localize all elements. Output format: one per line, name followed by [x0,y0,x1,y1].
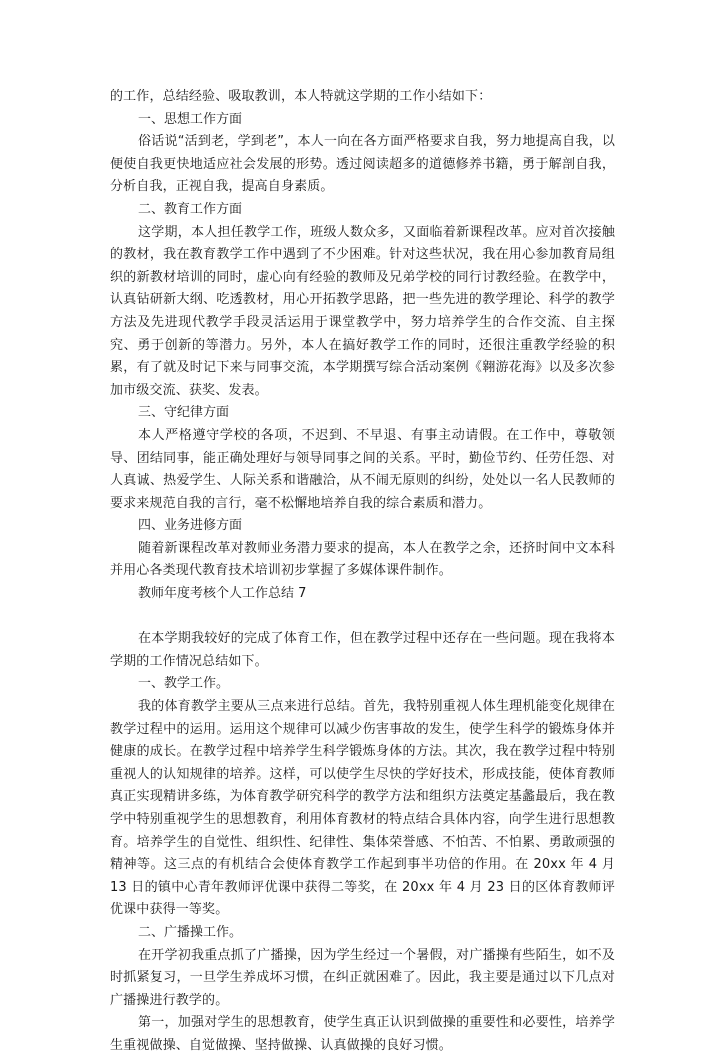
paragraph-pe-intro: 在本学期我较好的完成了体育工作，但在教学过程中还存在一些问题。现在我将本学期的工作情况总结如下。 [110,631,615,669]
heading-training: 四、业务进修方面 [138,518,243,534]
paragraph-ideology: 俗话说“活到老，学到老”，本人一向在各方面严格要求自我，努力地提高自我，以便使自我更快地适应社会发展的形势。透过阅读超多的道德修养书籍，勇于解剖自我，分析自我，正视自我，提高自身素质。 [110,134,615,195]
paragraph-discipline: 本人严格遵守学校的各项，不迟到、不早退、有事主动请假。在工作中，尊敬领导、团结同事，能正确处理好与领导同事之间的关系。平时，勤俭节约、任劳任怨、对人真诚、热爱学生、人际关系和谐融洽，从不闹无原则的纠纷，处处以一名人民教师的要求来规范自我的言行，毫不松懈地培养自我的综合素质和潜力。 [110,427,615,511]
heading-broadcast-exercise: 二、广播操工作。 [138,924,243,940]
paragraph-broadcast-exercise: 在开学初我重点抓了广播操，因为学生经过一个暑假，对广播操有些陌生，如不及时抓紧复习，一旦学生养成坏习惯，在纠正就困难了。因此，我主要是通过以下几点对广播操进行教学的。 [110,947,615,1008]
paragraph-education: 这学期，本人担任教学工作，班级人数众多，又面临着新课程改革。应对首次接触的教材，我在教育教学工作中遇到了不少困难。针对这些状况，我在用心参加教育局组织的新教材培训的同时，虚心向有经验的教师及兄弟学校的同行讨教经验。在教学中，认真钻研新大纲、吃透教材，用心开拓教学思路，把一些先进的教学理论、科学的教学方法及先进现代教学手段灵活运用于课堂教学中，努力培养学生的合作交流、自主探究、勇于创新的等潜力。另外，本人在搞好教学工作的同时，还很注重教学经验的积累，有了就及时记下来与同事交流，本学期撰写综合活动案例《翱游花海》以及多次参加市级交流、获奖、发表。 [110,224,615,398]
paragraph-teaching: 我的体育教学主要从三点来进行总结。首先，我特别重视人体生理机能变化规律在教学过程中的运用。运用这个规律可以减少伤害事故的发生，使学生科学的锻炼身体并健康的成长。在教学过程中培养学生科学锻炼身体的方法。其次，我在教学过程中特别重视人的认知规律的培养。这样，可以使学生尽快的学好技术，形成技能，使体育教师真正实现精讲多练，为体育教学研究科学的教学方法和组织方法奠定基蠡最后，我在教学中特别重视学生的思想教育，利用体育教材的特点结合具体内容，向学生进行思想教育。培养学生的自觉性、组织性、纪律性、集体荣誉感、不怕苦、不怕累、勇敢顽强的精神等。这三点的有机结合会使体育教学工作起到事半功倍的作用。在 20xx 年 4 月 13 日的镇中心青年教师评优课中获得二等奖，在 20xx 年 4 月 23 日的区体育教师评优课中获得一等奖。 [110,699,615,918]
heading-education: 二、教育工作方面 [138,201,243,217]
blank-line [110,606,615,629]
paragraph-training: 随着新课程改革对教师业务潜力要求的提高，本人在教学之余，还挤时间中文本科并用心各类现代教育技术培训初步掌握了多媒体课件制作。 [110,540,615,579]
section-title-7: 教师年度考核个人工作总结 7 [138,586,307,602]
paragraph-point-one: 第一，加强对学生的思想教育，使学生真正认识到做操的重要性和必要性，培养学生重视做操、自觉做操、坚持做操、认真做操的良好习惯。 [110,1015,615,1053]
heading-discipline: 三、守纪律方面 [138,405,230,421]
document-body [110,86,615,1058]
heading-teaching: 一、教学工作。 [138,676,230,692]
heading-ideology: 一、思想工作方面 [138,111,243,127]
paragraph-intro: 的工作，总结经验、吸取教训，本人特就这学期的工作小结如下： [110,89,492,104]
